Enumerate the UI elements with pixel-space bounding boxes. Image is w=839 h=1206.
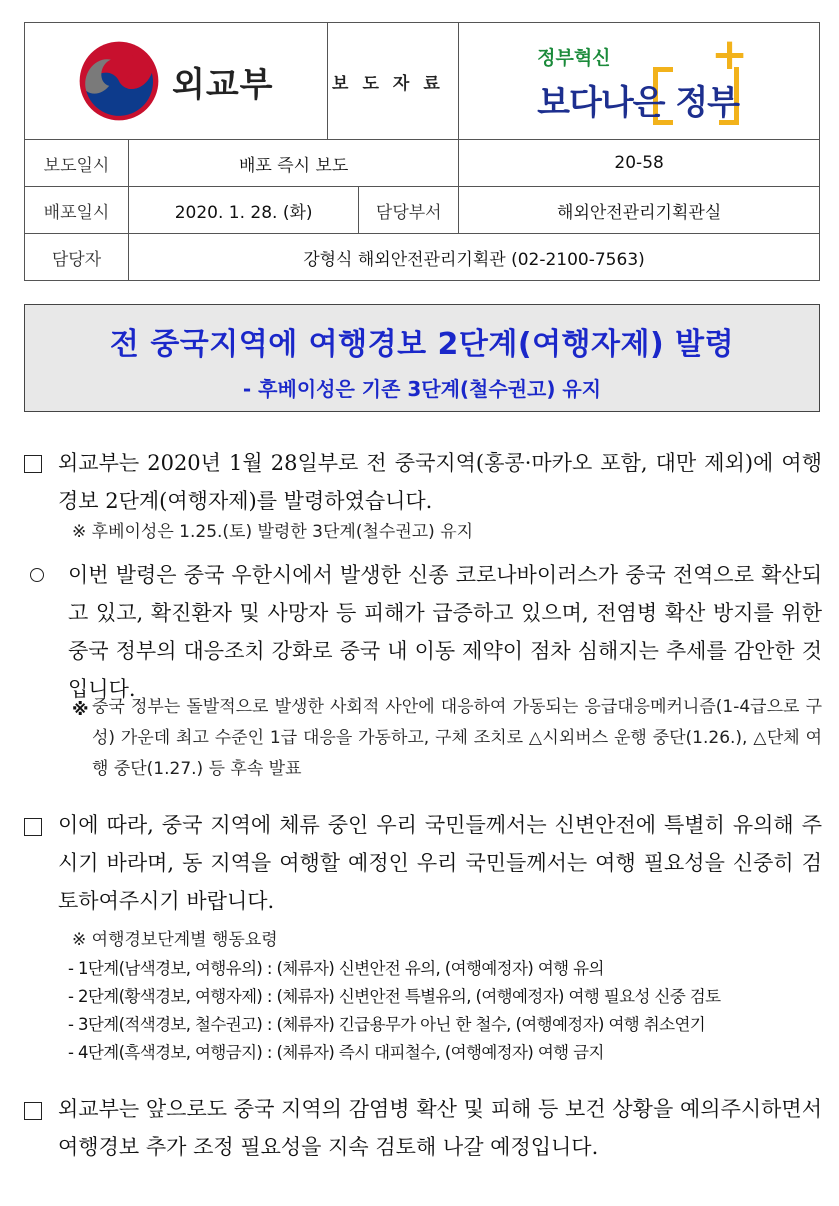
contact-value: 강형식 해외안전관리기획관 (02-2100-7563) [129,234,820,281]
contact-label: 담당자 [25,234,129,281]
distribution-date-label: 배포일시 [25,187,129,234]
square-bullet-icon [24,1102,42,1120]
plus-icon: + [711,29,748,80]
level-item: - 4단계(흑색경보, 여행금지) : (체류자) 즉시 대피철수, (여행예정자) 여행 금지 [68,1043,604,1062]
paragraph-2: 이번 발령은 중국 우한시에서 발생한 신종 코로나바이러스가 중국 전역으로 확산되고 있고, 확진환자 및 사망자 등 피해가 급증하고 있으며, 전염병 확산 방지를 위한 중국 정부의 대응조치 강화로 중국 내 이동 제약이 점차 심해지는 추세를 감안한 것입니다. [68,563,822,701]
header-table [24,22,820,281]
doc-number: 20-58 [459,140,820,187]
headline-title: 전 중국지역에 여행경보 2단계(여행자제) 발령 [109,327,735,362]
level-item: - 1단계(남색경보, 여행유의) : (체류자) 신변안전 유의, (여행예정자) 여행 유의 [68,959,604,978]
note-mark: ※ [72,700,89,720]
taegeuk-emblem-icon [78,40,160,122]
note-hubei: ※ 후베이성은 1.25.(토) 발령한 3단계(철수권고) 유지 [72,522,474,542]
circle-bullet-icon [30,568,44,582]
distribution-date-value: 2020. 1. 28. (화) [129,187,359,234]
headline-box [24,304,820,412]
department-label: 담당부서 [359,187,459,234]
level-item: - 3단계(적색경보, 철수권고) : (체류자) 긴급용무가 아닌 한 철수, (여행예정자) 여행 취소연기 [68,1015,706,1034]
level-item: - 2단계(황색경보, 여행자제) : (체류자) 신변안전 특별유의, (여행예정자) 여행 필요성 신중 검토 [68,987,721,1006]
government-innovation-logo [459,23,820,140]
release-time-value: 배포 즉시 보도 [129,140,459,187]
ministry-logo-cell [25,23,328,140]
brand-tagline: 정부혁신 [537,47,611,69]
headline-subtitle: - 후베이성은 기존 3단계(철수권고) 유지 [242,377,602,401]
note-china-measures: 중국 정부는 돌발적으로 발생한 사회적 사안에 대응하여 가동되는 응급대응메커니즘(1-4급으로 구성) 가운데 최고 수준인 1급 대응을 가동하고, 구체 조치로 △시외버스 운행 중단(1.26.), △단체 여행 중단(1.27.) 등 후속 발표 [92,697,822,779]
paragraph-4: 외교부는 앞으로도 중국 지역의 감염병 확산 및 피해 등 보건 상황을 예의주시하면서 여행경보 추가 조정 필요성을 지속 검토해 나갈 예정입니다. [58,1097,822,1159]
department-value: 해외안전관리기획관실 [459,187,820,234]
paragraph-3: 이에 따라, 중국 지역에 체류 중인 우리 국민들께서는 신변안전에 특별히 유의해 주시기 바라며, 동 지역을 여행할 예정인 우리 국민들께서는 여행 필요성을 신중히 검토하여주시기 바랍니다. [58,813,822,913]
square-bullet-icon [24,818,42,836]
release-time-label: 보도일시 [25,140,129,187]
levels-heading: ※ 여행경보단계별 행동요령 [72,930,278,950]
paragraph-1: 외교부는 2020년 1월 28일부로 전 중국지역(홍콩·마카오 포함, 대만 제외)에 여행경보 2단계(여행자제)를 발령하였습니다. [58,451,822,513]
doc-title: 보도자료 [327,23,459,140]
brand-slogan: 보다나은 정부 [537,83,740,123]
ministry-name: 외교부 [171,64,274,105]
square-bullet-icon [24,455,42,473]
